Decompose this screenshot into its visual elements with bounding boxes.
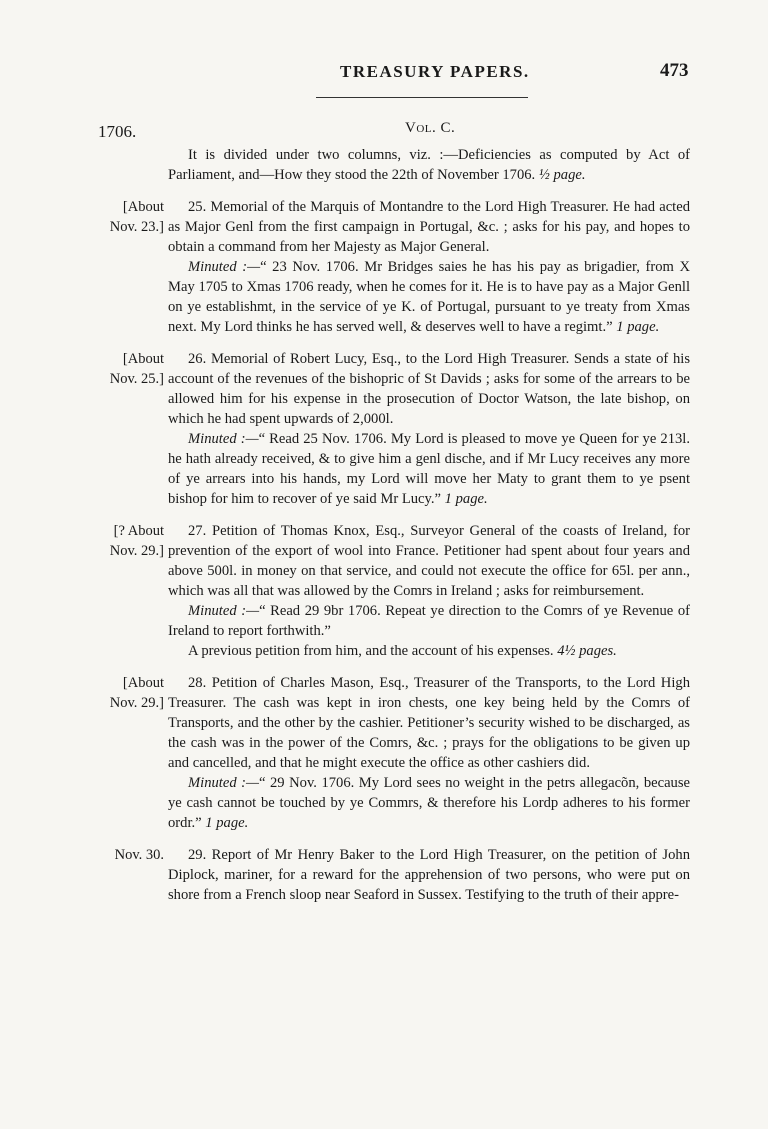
entry-26: [86, 349, 690, 509]
entry-27: [86, 521, 690, 661]
running-head: [0, 62, 768, 92]
minuted-text: “ Read 25 Nov. 1706. My Lord is pleased to move ye Queen for ye 213l. he hath already received, & to give him a genl dische, and if Mr Lucy receives any more of ye arrears into his hands, my Lord will move her Maty to grant them to ye psent bishop for him to recover of ye said Mr Lucy.”: [168, 431, 690, 507]
entry-body: [168, 145, 690, 185]
entry-29: [86, 845, 690, 905]
entry-date-margin: [About Nov. 23.]: [109, 199, 164, 235]
entry-text: 25. Memorial of the Marquis of Montandre to the Lord High Treasurer. He had acted as Major Genl from the first campaign in Portugal, &c. ; asks for his pay, and hopes to obtain a command from her Majesty as Major General.: [168, 199, 690, 255]
entry-body: [168, 845, 690, 905]
continuation-entry: [86, 145, 690, 185]
page-count: 1 page.: [616, 319, 660, 335]
entry-margin-empty: [86, 145, 168, 185]
page-count: 1 page.: [205, 815, 249, 831]
entry-text: 29. Report of Mr Henry Baker to the Lord High Treasurer, on the petition of John Diplock, mariner, for a reward for the apprehension of two persons, who were put on shore from a French sloop near Seaford in Sussex. Testifying to the truth of their appre-: [168, 847, 690, 903]
running-title: TREASURY PAPERS.: [340, 62, 530, 81]
minuted-label: Minuted :—: [188, 431, 259, 447]
entry-date-margin: [About Nov. 25.]: [109, 351, 164, 387]
minuted-text: “ 29 Nov. 1706. My Lord sees no weight in the petrs allegacõn, because ye cash cannot be touched by ye Commrs, & therefore his Lordp adheres to his former ordr.”: [168, 775, 691, 831]
entries: [86, 145, 690, 917]
entry-text: 27. Petition of Thomas Knox, Esq., Surveyor General of the coasts of Ireland, for prevention of the export of wool into France. Petitioner had spent about four years and above 500l. in money on that service, and could not execute the office for 65l. per ann., which was all that was allowed by the Comrs in Ireland ; asks for reimbursement.: [168, 523, 690, 599]
entry-28: [86, 673, 690, 833]
entry-body: [168, 197, 690, 337]
entry-date-margin: [? About Nov. 29.]: [109, 523, 164, 559]
entry-body: [168, 349, 690, 509]
minuted-label: Minuted :—: [188, 775, 259, 791]
entry-date-margin: [About Nov. 29.]: [109, 675, 164, 711]
entry-extra: A previous petition from him, and the account of his expenses.: [188, 643, 554, 659]
entry-text: 26. Memorial of Robert Lucy, Esq., to the Lord High Treasurer. Sends a state of his account of the revenues of the bishopric of St Davids ; asks for some of the arrears to be allowed him for his expense in the prosecution of Doctor Watson, the late bishop, on which he had spent upwards of 2,000l.: [168, 351, 690, 427]
continuation-text: It is divided under two columns, viz. :—Deficiencies as computed by Act of Parliament, and—How they stood the 22th of November 1706.: [168, 147, 690, 183]
header-rule: [316, 97, 528, 98]
volume-heading: Vol. C.: [405, 120, 456, 136]
minuted-text: “ Read 29 9br 1706. Repeat ye direction to the Comrs of ye Revenue of Ireland to report forthwith.”: [168, 603, 690, 639]
entry-body: [168, 521, 690, 661]
minuted-text: “ 23 Nov. 1706. Mr Bridges saies he has his pay as brigadier, from X May 1705 to Xmas 1706 ready, when he comes for it. He is to have pay as a Major Genll on ye establishmt, in the service of ye K. of Portugal, pursuant to ye treaty from Xmas next. My Lord thinks he has served well, & deserves well to have a regimt.”: [168, 259, 690, 335]
page-number: 473: [660, 60, 689, 81]
entry-date-margin: Nov. 30.: [114, 847, 164, 863]
page-count: 1 page.: [444, 491, 488, 507]
entry-text: 28. Petition of Charles Mason, Esq., Treasurer of the Transports, to the Lord High Treasurer. The cash was kept in iron chests, one key being held by the Comrs of Transports, and the other by the cashier. Petitioner’s security wished to be discharged, as the cash was in the power of the Comrs, &c. ; prays for the obligations to be given up and cancelled, and that he might execute the office as other cashiers did.: [168, 675, 690, 771]
minuted-label: Minuted :—: [188, 603, 260, 619]
entry-body: [168, 673, 690, 833]
minuted-label: Minuted :—: [188, 259, 261, 275]
margin-year: 1706.: [98, 122, 137, 141]
entry-25: [86, 197, 690, 337]
continuation-size: ½ page.: [538, 167, 586, 183]
page-count: 4½ pages.: [557, 643, 617, 659]
